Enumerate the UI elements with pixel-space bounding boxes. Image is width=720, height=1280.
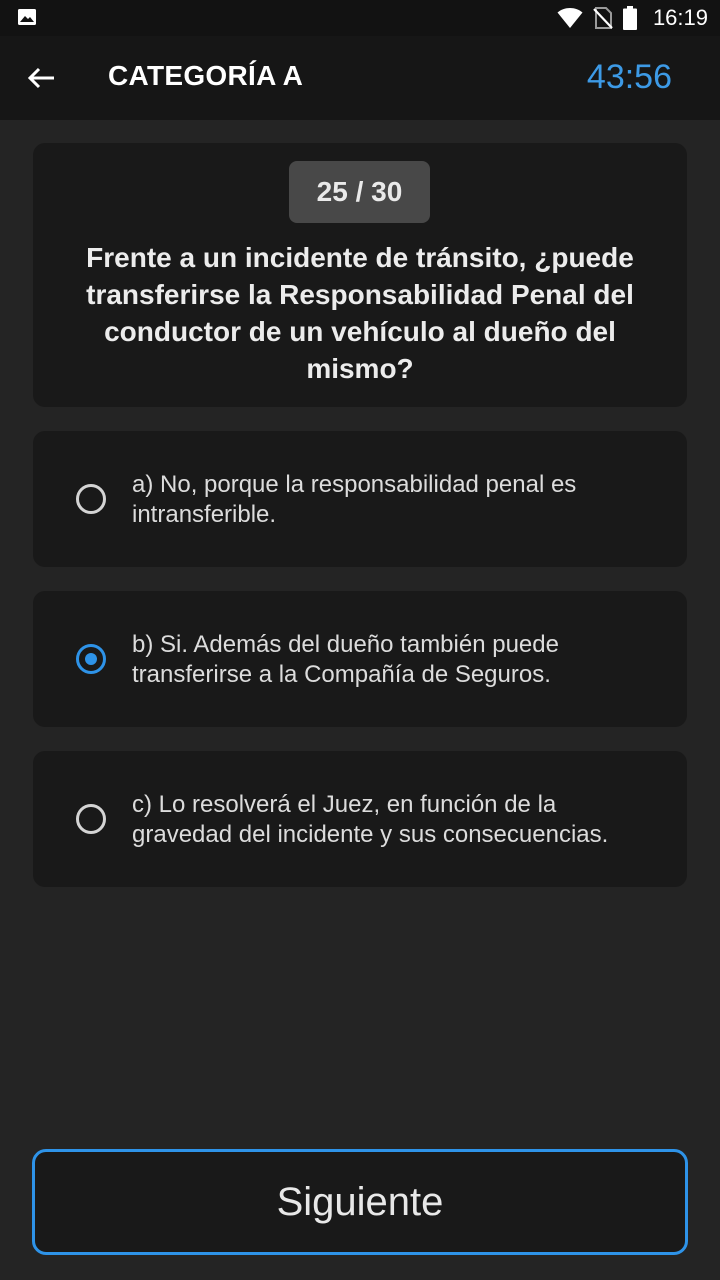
question-counter: 25 / 30 xyxy=(289,161,430,223)
question-text: Frente a un incidente de tránsito, ¿puede transferirse la Responsabilidad Penal del conductor de un vehículo al dueño del mismo? xyxy=(86,242,634,384)
answer-option-a[interactable] xyxy=(33,431,687,567)
status-bar xyxy=(0,0,720,36)
countdown-timer: 43:56 xyxy=(586,58,672,96)
answer-option-b[interactable] xyxy=(33,591,687,727)
answer-option-label: c) Lo resolverá el Juez, en función de la gravedad del incidente y sus consecuencias. xyxy=(132,791,609,848)
image-notification-icon xyxy=(17,8,37,26)
next-button[interactable]: Siguiente xyxy=(32,1149,688,1255)
wifi-icon xyxy=(557,7,583,29)
battery-icon xyxy=(623,6,637,30)
back-arrow-icon[interactable] xyxy=(26,62,58,94)
page-title: CATEGORÍA A xyxy=(108,60,304,91)
answer-option-label: a) No, porque la responsabilidad penal es intransferible. xyxy=(132,471,577,528)
answer-option-c[interactable] xyxy=(33,751,687,887)
answer-option-label: b) Si. Además del dueño también puede transferirse a la Compañía de Seguros. xyxy=(132,631,559,688)
app-bar xyxy=(0,36,720,120)
question-card xyxy=(33,143,687,407)
radio-button-c[interactable] xyxy=(76,804,106,834)
radio-button-b[interactable] xyxy=(76,644,106,674)
radio-button-a[interactable] xyxy=(76,484,106,514)
no-sim-icon xyxy=(593,6,613,30)
radio-selected-dot xyxy=(85,653,97,665)
status-time: 16:19 xyxy=(652,5,708,30)
